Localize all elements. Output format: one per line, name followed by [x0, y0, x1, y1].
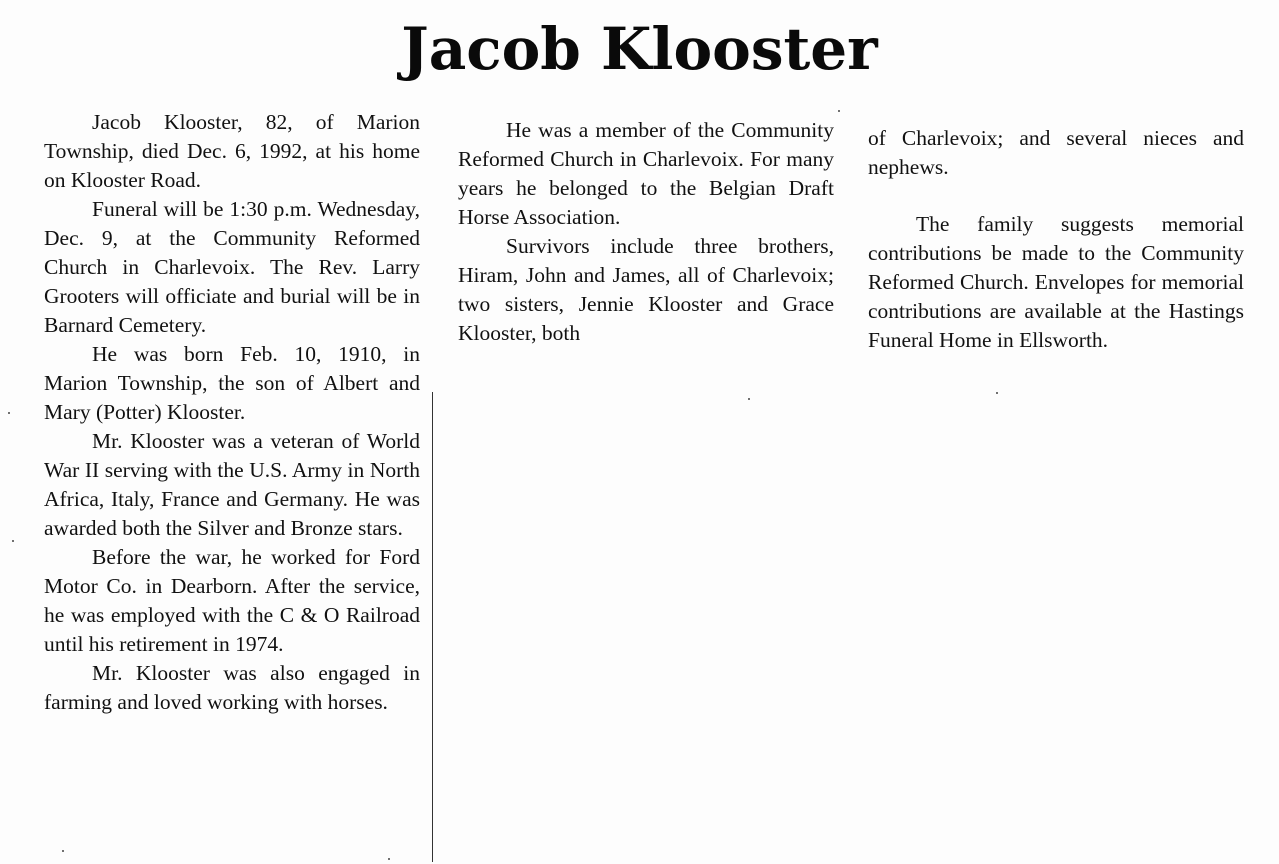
scan-speck	[388, 858, 390, 860]
headline: Jacob Klooster	[401, 15, 878, 83]
paragraph: Mr. Klooster was also engaged in farming and loved working with horses.	[44, 661, 420, 714]
paragraph: He was a member of the Community Reformed Church in Charlevoix. For many years he belonged to the Belgian Draft Horse Association.	[458, 118, 834, 229]
scan-speck	[12, 540, 14, 542]
paragraph: Mr. Klooster was a veteran of World War II serving with the U.S. Army in North Africa, Italy, France and Germany. He was awarded both the Silver and Bronze stars.	[44, 429, 420, 540]
column-left	[44, 108, 420, 717]
column-right	[868, 124, 1244, 355]
column-middle	[458, 116, 834, 348]
scan-speck	[8, 412, 10, 414]
scan-speck	[838, 110, 840, 112]
paragraph: Funeral will be 1:30 p.m. Wednesday, Dec. 9, at the Community Reformed Church in Charlevoix. The Rev. Larry Grooters will officiate and burial will be in Barnard Cemetery.	[44, 197, 420, 337]
paragraph: The family suggests memorial contributions be made to the Community Reformed Church. Envelopes for memorial contributions are available at the Hastings Funeral Home in Ellsworth.	[868, 212, 1244, 352]
paragraph: He was born Feb. 10, 1910, in Marion Township, the son of Albert and Mary (Potter) Klooster.	[44, 342, 420, 424]
paragraph: Jacob Klooster, 82, of Marion Township, died Dec. 6, 1992, at his home on Klooster Road.	[44, 110, 420, 192]
scan-speck	[996, 392, 998, 394]
paragraph: Survivors include three brothers, Hiram, John and James, all of Charlevoix; two sisters, Jennie Klooster and Grace Klooster, both	[458, 234, 834, 345]
paragraph: of Charlevoix; and several nieces and nephews.	[868, 126, 1244, 179]
column-divider	[432, 392, 433, 862]
paragraph: Before the war, he worked for Ford Motor Co. in Dearborn. After the service, he was employed with the C & O Railroad until his retirement in 1974.	[44, 545, 420, 656]
scan-speck	[748, 398, 750, 400]
scan-speck	[62, 850, 64, 852]
